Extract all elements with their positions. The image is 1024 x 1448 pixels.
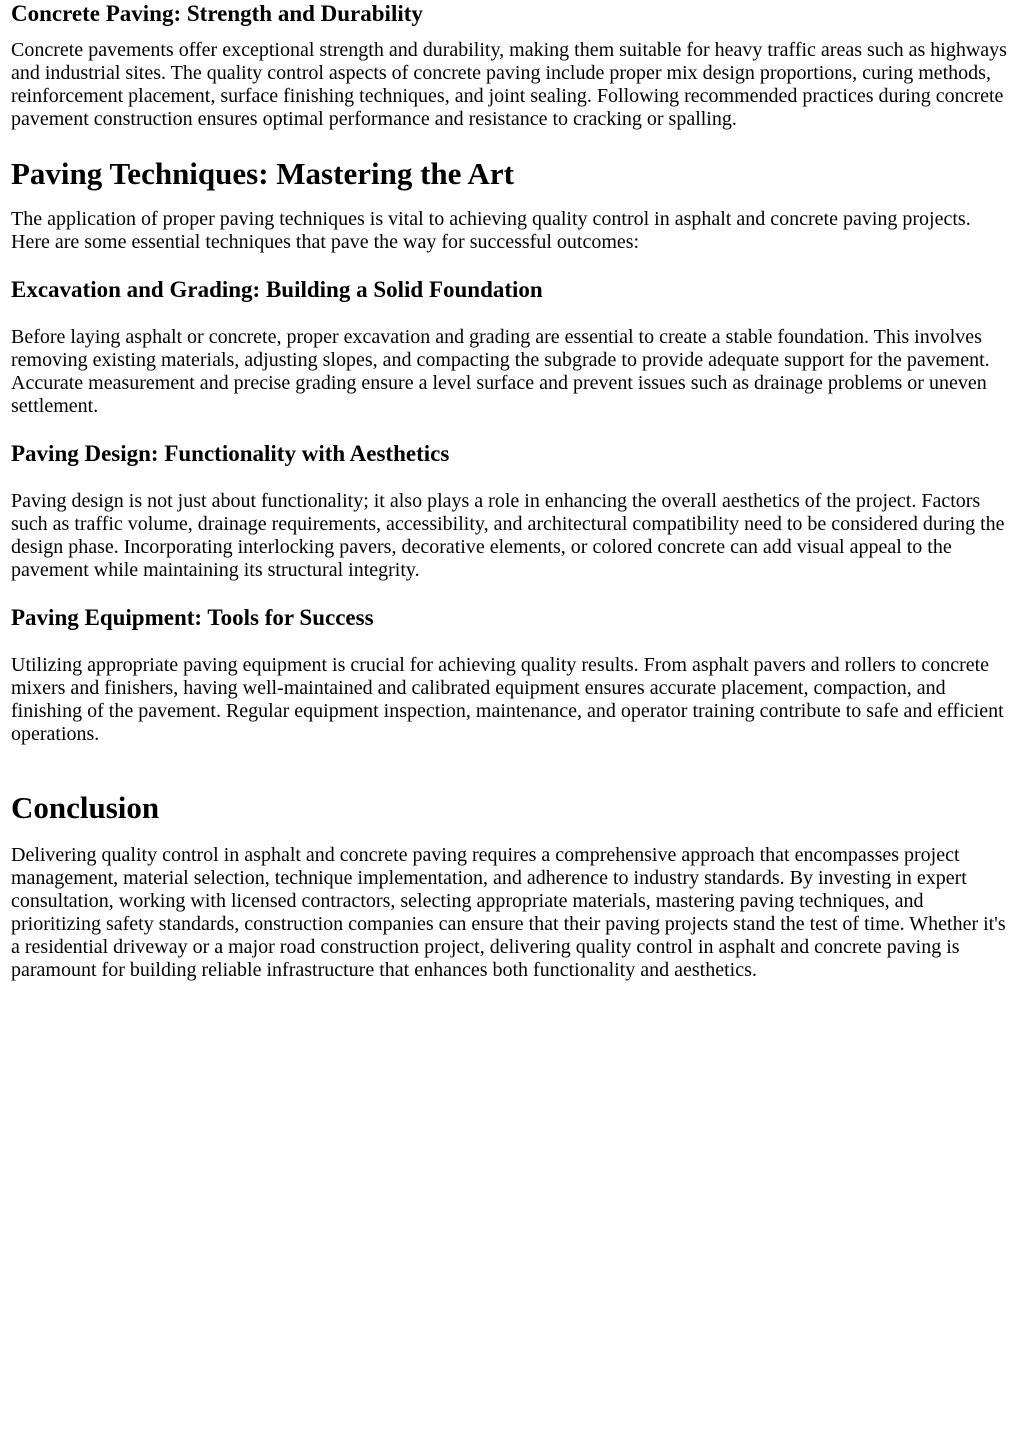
heading-paving-equipment: Paving Equipment: Tools for Success (11, 605, 374, 630)
heading-conclusion: Conclusion (11, 790, 160, 825)
paragraph-paving-design: Paving design is not just about functionality; it also plays a role in enhancing the overall aesthetics of the project. Factors such as traffic volume, drainage requirements, accessibility, and architectural compatibility need to be considered during the design phase. Incorporating interlocking pavers, decorative elements, or colored concrete can add visual appeal to the pavement while maintaining its structural integrity. (11, 490, 1005, 581)
paragraph-conclusion: Delivering quality control in asphalt and concrete paving requires a comprehensive approach that encompasses project management, material selection, technique implementation, and adherence to industry standards. By investing in expert consultation, working with licensed contractors, selecting appropriate materials, mastering paving techniques, and prioritizing safety standards, construction companies can ensure that their paving projects stand the test of time. Whether it's a residential driveway or a major road construction project, delivering quality control in asphalt and concrete paving is paramount for building reliable infrastructure that enhances both functionality and aesthetics. (11, 844, 1006, 981)
heading-excavation-grading: Excavation and Grading: Building a Solid Foundation (11, 277, 543, 302)
heading-paving-techniques: Paving Techniques: Mastering the Art (11, 156, 514, 191)
paragraph-paving-equipment: Utilizing appropriate paving equipment is crucial for achieving quality results. From asphalt pavers and rollers to concrete mixers and finishers, having well-maintained and calibrated equipment ensures accurate placement, compaction, and finishing of the pavement. Regular equipment inspection, maintenance, and operator training contribute to safe and efficient operations. (11, 654, 1004, 745)
paragraph-excavation-grading: Before laying asphalt or concrete, proper excavation and grading are essential to create a stable foundation. This involves removing existing materials, adjusting slopes, and compacting the subgrade to provide adequate support for the pavement. Accurate measurement and precise grading ensure a level surface and prevent issues such as drainage problems or uneven settlement. (11, 326, 990, 417)
paragraph-concrete-paving: Concrete pavements offer exceptional strength and durability, making them suitable for heavy traffic areas such as highways and industrial sites. The quality control aspects of concrete paving include proper mix design proportions, curing methods, reinforcement placement, surface finishing techniques, and joint sealing. Following recommended practices during concrete pavement construction ensures optimal performance and resistance to cracking or spalling. (11, 39, 1007, 130)
paragraph-paving-techniques: The application of proper paving techniques is vital to achieving quality control in asphalt and concrete paving projects. Here are some essential techniques that pave the way for successful outcomes: (11, 208, 971, 253)
heading-concrete-paving: Concrete Paving: Strength and Durability (11, 1, 423, 26)
heading-paving-design: Paving Design: Functionality with Aesthetics (11, 441, 450, 466)
